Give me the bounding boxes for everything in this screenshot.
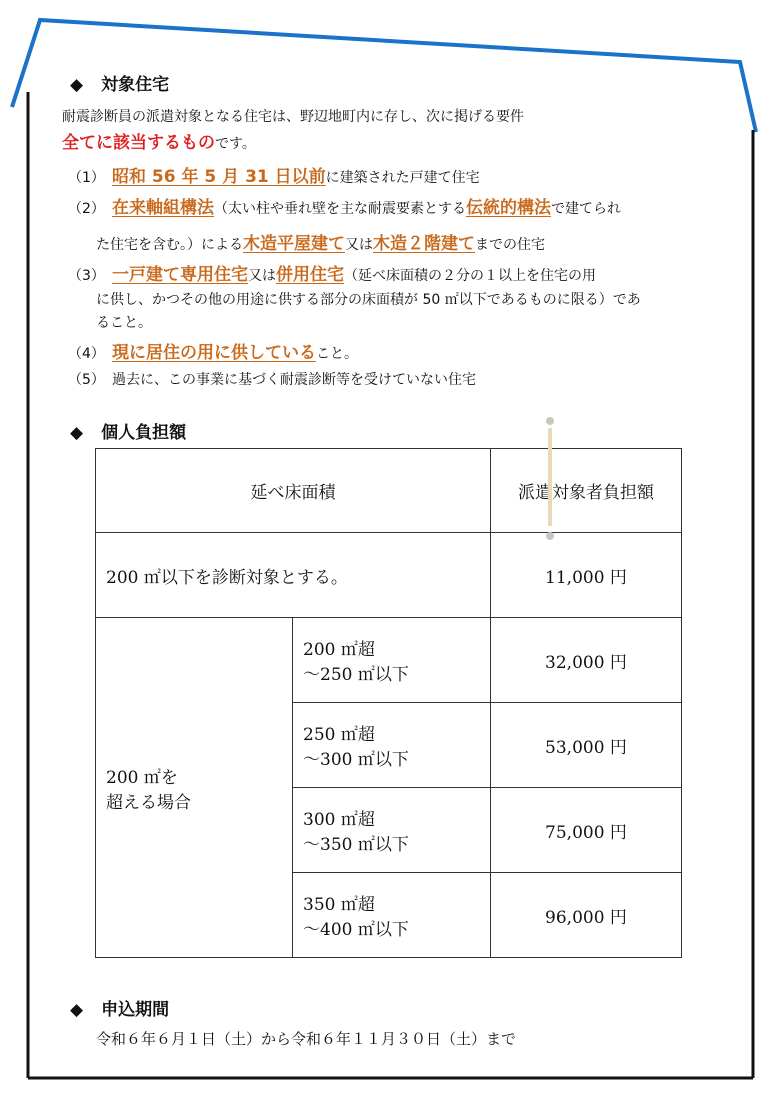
- period-text: 令和６年６月１日（土）から令和６年１１月３０日（土）まで: [96, 1030, 517, 1048]
- range-cell: 300 ㎡超 ～350 ㎡以下: [293, 788, 491, 873]
- requirement-emphasis: 木造２階建て: [373, 234, 475, 254]
- requirement-continuation: [96, 229, 545, 254]
- requirement-item: [68, 338, 358, 363]
- requirement-emphasis: 併用住宅: [276, 265, 344, 285]
- section-heading-fee: ◆ 個人負担額: [70, 423, 187, 443]
- requirement-emphasis: 昭和 56 年 5 月 31 日以前: [112, 167, 326, 187]
- requirement-number: （3）: [68, 268, 105, 284]
- requirement-emphasis: 在来軸組構法: [112, 198, 214, 218]
- requirement-emphasis: 現に居住の用に供している: [112, 343, 316, 363]
- table-row: [96, 618, 682, 703]
- intro-line: 耐震診断員の派遣対象となる住宅は、野辺地町内に存し、次に掲げる要件: [62, 109, 524, 125]
- diamond-icon: ◆: [70, 1000, 84, 1020]
- section-heading-period: ◆ 申込期間: [70, 1000, 170, 1020]
- fee-table: [95, 448, 682, 958]
- requirement-text: 過去に、この事業に基づく耐震診断等を受けていない住宅: [112, 372, 476, 388]
- diamond-icon: ◆: [70, 423, 84, 443]
- requirement-text: こと。: [316, 346, 358, 362]
- single-fee: 11,000 円: [491, 533, 682, 618]
- requirement-text: で建てられ: [551, 201, 621, 217]
- requirement-item: [68, 162, 480, 187]
- single-area: 200 ㎡以下を診断対象とする。: [96, 533, 491, 618]
- requirement-text: （延べ床面積の２分の１以上を住宅の用: [344, 268, 596, 284]
- requirement-continuation: [96, 312, 152, 332]
- range-cell: 250 ㎡超 ～300 ㎡以下: [293, 703, 491, 788]
- requirement-number: （2）: [68, 201, 105, 217]
- requirement-text: に供し、かつその他の用途に供する部分の床面積が 50 ㎡以下であるものに限る）であ: [96, 292, 641, 308]
- requirement-emphasis: 木造平屋建て: [243, 234, 345, 254]
- group-label: [96, 618, 293, 958]
- requirement-emphasis: 伝統的構法: [466, 198, 551, 218]
- intro-emphasis: 全てに該当するもの: [62, 133, 215, 153]
- requirement-text: までの住宅: [475, 237, 545, 253]
- range-cell: 200 ㎡超 ～250 ㎡以下: [293, 618, 491, 703]
- intro-end: です。: [215, 136, 256, 152]
- requirement-item: [68, 369, 476, 389]
- header-fee: 派遣対象者負担額: [491, 449, 682, 533]
- requirement-emphasis: 一戸建て専用住宅: [112, 265, 248, 285]
- requirement-number: （5）: [68, 372, 105, 388]
- intro-emphasis-line: [62, 128, 256, 153]
- decorative-dots: [545, 416, 555, 546]
- requirement-text: に建築された戸建て住宅: [325, 170, 480, 186]
- fee-cell: 96,000 円: [491, 873, 682, 958]
- requirement-text: 又は: [248, 268, 276, 284]
- requirement-text: ること。: [96, 315, 152, 331]
- requirement-text: た住宅を含む。）による: [96, 237, 243, 253]
- fee-cell: 32,000 円: [491, 618, 682, 703]
- requirement-text: （太い柱や垂れ壁を主な耐震要素とする: [214, 201, 466, 217]
- group-label-line1: 200 ㎡を: [106, 767, 178, 788]
- table-row: [96, 533, 682, 618]
- requirement-number: （1）: [68, 170, 105, 186]
- group-label-line2: 超える場合: [106, 792, 191, 813]
- header-area: 延べ床面積: [96, 449, 491, 533]
- diamond-icon: ◆: [70, 75, 84, 95]
- fee-cell: 75,000 円: [491, 788, 682, 873]
- table-header-row: [96, 449, 682, 533]
- requirement-item: [68, 260, 596, 285]
- requirement-continuation: [96, 289, 641, 309]
- range-cell: 350 ㎡超 ～400 ㎡以下: [293, 873, 491, 958]
- fee-cell: 53,000 円: [491, 703, 682, 788]
- requirement-item: [68, 193, 621, 218]
- requirement-number: （4）: [68, 346, 105, 362]
- section-heading-target: ◆ 対象住宅: [70, 75, 170, 95]
- requirement-text: 又は: [345, 237, 373, 253]
